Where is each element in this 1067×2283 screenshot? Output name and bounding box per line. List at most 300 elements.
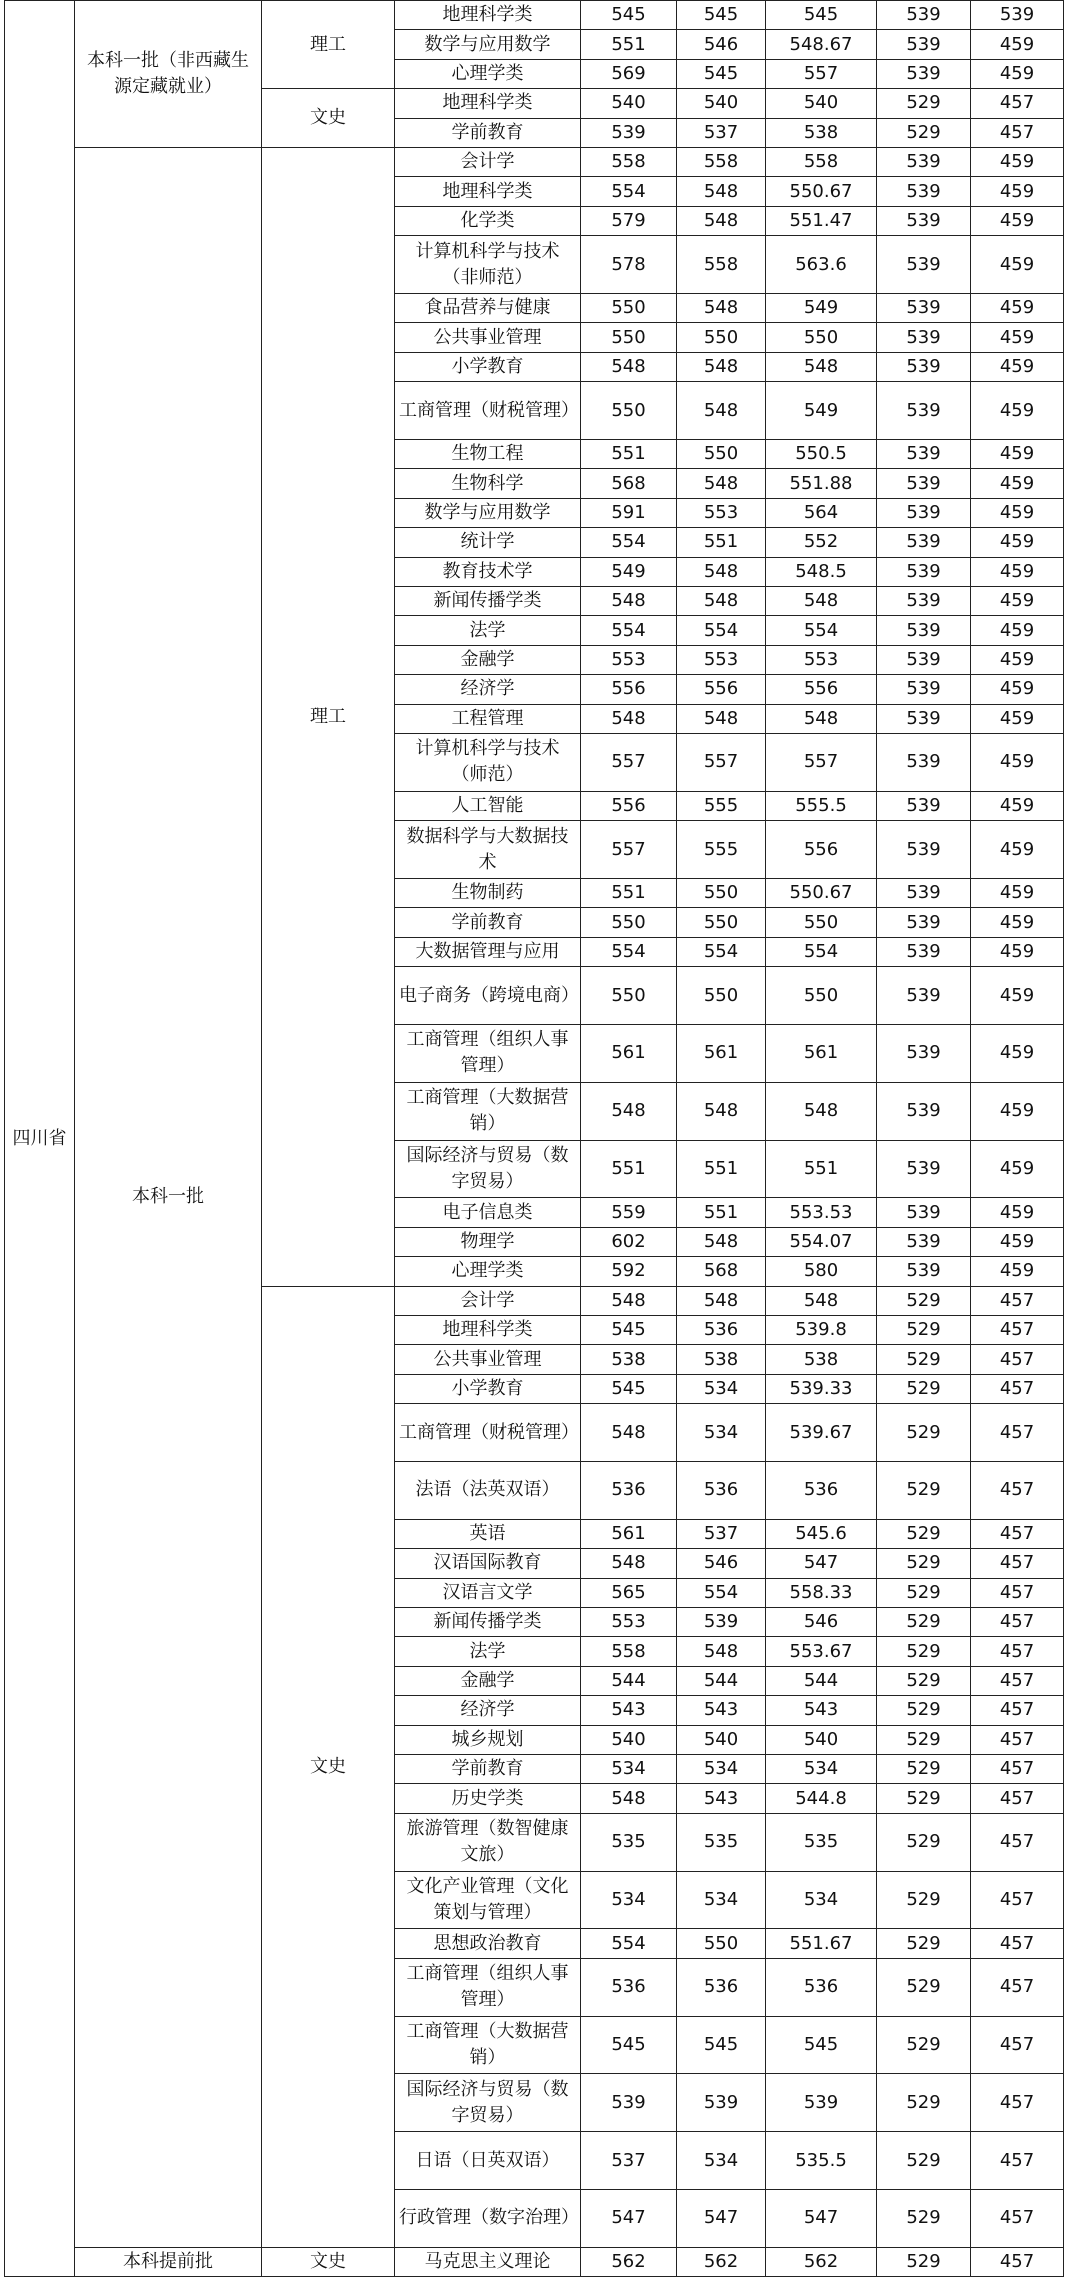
- major-cell: 计算机科学与技术（非师范）: [395, 236, 581, 294]
- control-line-cell: 457: [971, 1696, 1064, 1725]
- batch-line-cell: 529: [877, 1784, 971, 1813]
- avg-score-cell: 550.5: [766, 440, 877, 469]
- max-score-cell: 559: [581, 1198, 677, 1227]
- control-line-cell: 459: [971, 528, 1064, 557]
- major-cell: 经济学: [395, 1696, 581, 1725]
- major-cell: 会计学: [395, 1286, 581, 1315]
- avg-score-cell: 553: [766, 645, 877, 674]
- min-score-cell: 543: [677, 1696, 766, 1725]
- avg-score-cell: 561: [766, 1025, 877, 1083]
- control-line-cell: 457: [971, 1608, 1064, 1637]
- max-score-cell: 592: [581, 1257, 677, 1286]
- control-line-cell: 459: [971, 1198, 1064, 1227]
- min-score-cell: 548: [677, 557, 766, 586]
- batch-line-cell: 529: [877, 2016, 971, 2074]
- avg-score-cell: 547: [766, 2189, 877, 2247]
- control-line-cell: 457: [971, 1519, 1064, 1548]
- batch-line-cell: 539: [877, 206, 971, 235]
- min-score-cell: 545: [677, 59, 766, 88]
- control-line-cell: 457: [971, 1725, 1064, 1754]
- min-score-cell: 534: [677, 1374, 766, 1403]
- control-line-cell: 459: [971, 440, 1064, 469]
- major-cell: 生物工程: [395, 440, 581, 469]
- batch-line-cell: 539: [877, 528, 971, 557]
- min-score-cell: 538: [677, 1345, 766, 1374]
- major-cell: 马克思主义理论: [395, 2247, 581, 2276]
- batch-line-cell: 529: [877, 1578, 971, 1607]
- batch-line-cell: 529: [877, 1929, 971, 1958]
- control-line-cell: 459: [971, 177, 1064, 206]
- control-line-cell: 457: [971, 1666, 1064, 1695]
- avg-score-cell: 550: [766, 967, 877, 1025]
- batch-line-cell: 539: [877, 148, 971, 177]
- avg-score-cell: 536: [766, 1958, 877, 2016]
- batch-line-cell: 539: [877, 294, 971, 323]
- major-cell: 心理学类: [395, 1257, 581, 1286]
- control-line-cell: 459: [971, 469, 1064, 498]
- major-cell: 思想政治教育: [395, 1929, 581, 1958]
- major-cell: 大数据管理与应用: [395, 937, 581, 966]
- min-score-cell: 545: [677, 2016, 766, 2074]
- major-cell: 汉语言文学: [395, 1578, 581, 1607]
- batch-line-cell: 539: [877, 30, 971, 59]
- avg-score-cell: 545: [766, 1, 877, 30]
- avg-score-cell: 535: [766, 1813, 877, 1871]
- max-score-cell: 591: [581, 498, 677, 527]
- min-score-cell: 550: [677, 879, 766, 908]
- max-score-cell: 549: [581, 557, 677, 586]
- batch-line-cell: 539: [877, 1025, 971, 1083]
- max-score-cell: 535: [581, 1813, 677, 1871]
- control-line-cell: 459: [971, 59, 1064, 88]
- min-score-cell: 548: [677, 294, 766, 323]
- major-cell: 公共事业管理: [395, 1345, 581, 1374]
- max-score-cell: 550: [581, 908, 677, 937]
- min-score-cell: 536: [677, 1316, 766, 1345]
- batch-line-cell: 539: [877, 967, 971, 1025]
- control-line-cell: 457: [971, 1813, 1064, 1871]
- max-score-cell: 551: [581, 30, 677, 59]
- control-line-cell: 459: [971, 879, 1064, 908]
- avg-score-cell: 548: [766, 1286, 877, 1315]
- max-score-cell: 554: [581, 177, 677, 206]
- max-score-cell: 551: [581, 879, 677, 908]
- max-score-cell: 568: [581, 469, 677, 498]
- avg-score-cell: 539.67: [766, 1404, 877, 1462]
- batch-line-cell: 529: [877, 2247, 971, 2276]
- category-cell: 文史: [262, 89, 395, 148]
- batch-line-cell: 539: [877, 1257, 971, 1286]
- avg-score-cell: 551.47: [766, 206, 877, 235]
- control-line-cell: 457: [971, 118, 1064, 147]
- min-score-cell: 537: [677, 1519, 766, 1548]
- major-cell: 工商管理（组织人事管理）: [395, 1025, 581, 1083]
- major-cell: 法语（法英双语）: [395, 1462, 581, 1520]
- min-score-cell: 550: [677, 1929, 766, 1958]
- avg-score-cell: 554: [766, 937, 877, 966]
- avg-score-cell: 539.8: [766, 1316, 877, 1345]
- avg-score-cell: 558.33: [766, 1578, 877, 1607]
- batch-line-cell: 539: [877, 1227, 971, 1256]
- max-score-cell: 551: [581, 1140, 677, 1198]
- min-score-cell: 550: [677, 967, 766, 1025]
- batch-line-cell: 539: [877, 557, 971, 586]
- max-score-cell: 540: [581, 1725, 677, 1754]
- major-cell: 学前教育: [395, 908, 581, 937]
- control-line-cell: 457: [971, 1958, 1064, 2016]
- major-cell: 小学教育: [395, 1374, 581, 1403]
- batch-line-cell: 529: [877, 1316, 971, 1345]
- control-line-cell: 459: [971, 908, 1064, 937]
- batch-cell: 本科一批（非西藏生源定藏就业）: [75, 1, 262, 148]
- admission-score-table-container: [4, 0, 1064, 2277]
- control-line-cell: 457: [971, 1755, 1064, 1784]
- avg-score-cell: 545: [766, 2016, 877, 2074]
- max-score-cell: 556: [581, 791, 677, 820]
- control-line-cell: 459: [971, 1140, 1064, 1198]
- min-score-cell: 537: [677, 118, 766, 147]
- batch-line-cell: 529: [877, 2189, 971, 2247]
- major-cell: 人工智能: [395, 791, 581, 820]
- control-line-cell: 459: [971, 1227, 1064, 1256]
- batch-line-cell: 539: [877, 498, 971, 527]
- batch-cell: 本科提前批: [75, 2247, 262, 2276]
- control-line-cell: 457: [971, 1462, 1064, 1520]
- major-cell: 生物科学: [395, 469, 581, 498]
- batch-line-cell: 539: [877, 704, 971, 733]
- major-cell: 电子信息类: [395, 1198, 581, 1227]
- batch-line-cell: 539: [877, 879, 971, 908]
- major-cell: 旅游管理（数智健康文旅）: [395, 1813, 581, 1871]
- min-score-cell: 558: [677, 148, 766, 177]
- max-score-cell: 561: [581, 1025, 677, 1083]
- control-line-cell: 457: [971, 2247, 1064, 2276]
- max-score-cell: 550: [581, 323, 677, 352]
- category-cell: 理工: [262, 148, 395, 1287]
- category-cell: 理工: [262, 1, 395, 89]
- max-score-cell: 537: [581, 2132, 677, 2190]
- major-cell: 金融学: [395, 1666, 581, 1695]
- control-line-cell: 459: [971, 294, 1064, 323]
- avg-score-cell: 539.33: [766, 1374, 877, 1403]
- avg-score-cell: 538: [766, 118, 877, 147]
- batch-line-cell: 529: [877, 1404, 971, 1462]
- avg-score-cell: 548: [766, 704, 877, 733]
- batch-line-cell: 539: [877, 908, 971, 937]
- batch-line-cell: 529: [877, 1286, 971, 1315]
- max-score-cell: 545: [581, 2016, 677, 2074]
- min-score-cell: 534: [677, 1755, 766, 1784]
- min-score-cell: 548: [677, 704, 766, 733]
- avg-score-cell: 548: [766, 1082, 877, 1140]
- major-cell: 文化产业管理（文化策划与管理）: [395, 1871, 581, 1929]
- batch-line-cell: 539: [877, 616, 971, 645]
- min-score-cell: 548: [677, 206, 766, 235]
- province-cell: 四川省: [5, 1, 75, 2277]
- major-cell: 小学教育: [395, 352, 581, 381]
- batch-line-cell: 529: [877, 1374, 971, 1403]
- min-score-cell: 551: [677, 528, 766, 557]
- control-line-cell: 459: [971, 236, 1064, 294]
- max-score-cell: 538: [581, 1345, 677, 1374]
- avg-score-cell: 540: [766, 1725, 877, 1754]
- max-score-cell: 561: [581, 1519, 677, 1548]
- avg-score-cell: 564: [766, 498, 877, 527]
- min-score-cell: 550: [677, 440, 766, 469]
- major-cell: 汉语国际教育: [395, 1549, 581, 1578]
- min-score-cell: 546: [677, 30, 766, 59]
- control-line-cell: 459: [971, 323, 1064, 352]
- max-score-cell: 553: [581, 1608, 677, 1637]
- batch-line-cell: 539: [877, 440, 971, 469]
- max-score-cell: 544: [581, 1666, 677, 1695]
- min-score-cell: 555: [677, 791, 766, 820]
- control-line-cell: 459: [971, 937, 1064, 966]
- control-line-cell: 457: [971, 1549, 1064, 1578]
- major-cell: 法学: [395, 616, 581, 645]
- avg-score-cell: 552: [766, 528, 877, 557]
- major-cell: 会计学: [395, 148, 581, 177]
- avg-score-cell: 555.5: [766, 791, 877, 820]
- avg-score-cell: 550: [766, 908, 877, 937]
- avg-score-cell: 538: [766, 1345, 877, 1374]
- avg-score-cell: 563.6: [766, 236, 877, 294]
- major-cell: 统计学: [395, 528, 581, 557]
- min-score-cell: 548: [677, 1637, 766, 1666]
- min-score-cell: 551: [677, 1198, 766, 1227]
- control-line-cell: 459: [971, 557, 1064, 586]
- control-line-cell: 459: [971, 821, 1064, 879]
- major-cell: 地理科学类: [395, 1, 581, 30]
- min-score-cell: 568: [677, 1257, 766, 1286]
- avg-score-cell: 548: [766, 587, 877, 616]
- batch-line-cell: 539: [877, 587, 971, 616]
- control-line-cell: 457: [971, 1374, 1064, 1403]
- major-cell: 心理学类: [395, 59, 581, 88]
- control-line-cell: 457: [971, 2189, 1064, 2247]
- major-cell: 教育技术学: [395, 557, 581, 586]
- max-score-cell: 539: [581, 2074, 677, 2132]
- major-cell: 数学与应用数学: [395, 498, 581, 527]
- max-score-cell: 539: [581, 118, 677, 147]
- avg-score-cell: 550.67: [766, 177, 877, 206]
- major-cell: 工程管理: [395, 704, 581, 733]
- major-cell: 生物制药: [395, 879, 581, 908]
- batch-line-cell: 539: [877, 1, 971, 30]
- batch-line-cell: 529: [877, 2132, 971, 2190]
- max-score-cell: 556: [581, 675, 677, 704]
- batch-line-cell: 529: [877, 1958, 971, 2016]
- batch-line-cell: 529: [877, 1666, 971, 1695]
- avg-score-cell: 553.53: [766, 1198, 877, 1227]
- min-score-cell: 546: [677, 1549, 766, 1578]
- min-score-cell: 554: [677, 1578, 766, 1607]
- min-score-cell: 539: [677, 2074, 766, 2132]
- control-line-cell: 459: [971, 587, 1064, 616]
- max-score-cell: 569: [581, 59, 677, 88]
- batch-line-cell: 529: [877, 118, 971, 147]
- max-score-cell: 545: [581, 1316, 677, 1345]
- control-line-cell: 457: [971, 1316, 1064, 1345]
- control-line-cell: 459: [971, 1257, 1064, 1286]
- avg-score-cell: 556: [766, 675, 877, 704]
- min-score-cell: 554: [677, 616, 766, 645]
- batch-line-cell: 539: [877, 821, 971, 879]
- min-score-cell: 548: [677, 352, 766, 381]
- control-line-cell: 459: [971, 1082, 1064, 1140]
- avg-score-cell: 554: [766, 616, 877, 645]
- batch-line-cell: 539: [877, 937, 971, 966]
- max-score-cell: 554: [581, 616, 677, 645]
- min-score-cell: 548: [677, 469, 766, 498]
- major-cell: 行政管理（数字治理）: [395, 2189, 581, 2247]
- major-cell: 英语: [395, 1519, 581, 1548]
- avg-score-cell: 554.07: [766, 1227, 877, 1256]
- min-score-cell: 562: [677, 2247, 766, 2276]
- min-score-cell: 548: [677, 177, 766, 206]
- batch-line-cell: 529: [877, 1462, 971, 1520]
- avg-score-cell: 549: [766, 294, 877, 323]
- max-score-cell: 550: [581, 382, 677, 440]
- max-score-cell: 536: [581, 1958, 677, 2016]
- max-score-cell: 540: [581, 89, 677, 118]
- batch-line-cell: 539: [877, 645, 971, 674]
- batch-cell: 本科一批: [75, 148, 262, 2248]
- major-cell: 数据科学与大数据技术: [395, 821, 581, 879]
- max-score-cell: 562: [581, 2247, 677, 2276]
- control-line-cell: 459: [971, 382, 1064, 440]
- max-score-cell: 554: [581, 528, 677, 557]
- avg-score-cell: 535.5: [766, 2132, 877, 2190]
- batch-line-cell: 539: [877, 59, 971, 88]
- control-line-cell: 457: [971, 1404, 1064, 1462]
- batch-line-cell: 529: [877, 1345, 971, 1374]
- major-cell: 工商管理（财税管理）: [395, 1404, 581, 1462]
- max-score-cell: 534: [581, 1871, 677, 1929]
- min-score-cell: 534: [677, 1871, 766, 1929]
- max-score-cell: 550: [581, 967, 677, 1025]
- control-line-cell: 457: [971, 1929, 1064, 1958]
- min-score-cell: 534: [677, 2132, 766, 2190]
- avg-score-cell: 562: [766, 2247, 877, 2276]
- major-cell: 金融学: [395, 645, 581, 674]
- min-score-cell: 545: [677, 1, 766, 30]
- control-line-cell: 459: [971, 675, 1064, 704]
- table-row: [5, 1, 1064, 30]
- major-cell: 化学类: [395, 206, 581, 235]
- max-score-cell: 602: [581, 1227, 677, 1256]
- major-cell: 地理科学类: [395, 177, 581, 206]
- major-cell: 国际经济与贸易（数字贸易）: [395, 2074, 581, 2132]
- avg-score-cell: 546: [766, 1608, 877, 1637]
- batch-line-cell: 539: [877, 382, 971, 440]
- batch-line-cell: 539: [877, 1082, 971, 1140]
- major-cell: 工商管理（大数据营销）: [395, 2016, 581, 2074]
- table-row: [5, 2247, 1064, 2276]
- avg-score-cell: 539: [766, 2074, 877, 2132]
- min-score-cell: 536: [677, 1462, 766, 1520]
- avg-score-cell: 534: [766, 1871, 877, 1929]
- major-cell: 地理科学类: [395, 1316, 581, 1345]
- control-line-cell: 459: [971, 30, 1064, 59]
- max-score-cell: 548: [581, 1784, 677, 1813]
- max-score-cell: 548: [581, 352, 677, 381]
- max-score-cell: 536: [581, 1462, 677, 1520]
- min-score-cell: 540: [677, 1725, 766, 1754]
- max-score-cell: 550: [581, 294, 677, 323]
- avg-score-cell: 544: [766, 1666, 877, 1695]
- control-line-cell: 459: [971, 616, 1064, 645]
- batch-line-cell: 539: [877, 236, 971, 294]
- batch-line-cell: 539: [877, 352, 971, 381]
- min-score-cell: 548: [677, 1286, 766, 1315]
- category-cell: 文史: [262, 1286, 395, 2247]
- max-score-cell: 548: [581, 1404, 677, 1462]
- batch-line-cell: 529: [877, 1696, 971, 1725]
- min-score-cell: 536: [677, 1958, 766, 2016]
- avg-score-cell: 556: [766, 821, 877, 879]
- major-cell: 法学: [395, 1637, 581, 1666]
- major-cell: 数学与应用数学: [395, 30, 581, 59]
- major-cell: 学前教育: [395, 1755, 581, 1784]
- major-cell: 物理学: [395, 1227, 581, 1256]
- avg-score-cell: 551.88: [766, 469, 877, 498]
- major-cell: 日语（日英双语）: [395, 2132, 581, 2190]
- batch-line-cell: 539: [877, 1198, 971, 1227]
- batch-line-cell: 529: [877, 1608, 971, 1637]
- batch-line-cell: 539: [877, 734, 971, 792]
- major-cell: 食品营养与健康: [395, 294, 581, 323]
- min-score-cell: 539: [677, 1608, 766, 1637]
- max-score-cell: 558: [581, 1637, 677, 1666]
- avg-score-cell: 548.67: [766, 30, 877, 59]
- min-score-cell: 554: [677, 937, 766, 966]
- control-line-cell: 457: [971, 1784, 1064, 1813]
- control-line-cell: 457: [971, 89, 1064, 118]
- max-score-cell: 554: [581, 1929, 677, 1958]
- control-line-cell: 457: [971, 1871, 1064, 1929]
- avg-score-cell: 540: [766, 89, 877, 118]
- major-cell: 新闻传播学类: [395, 1608, 581, 1637]
- control-line-cell: 459: [971, 206, 1064, 235]
- batch-line-cell: 529: [877, 1871, 971, 1929]
- max-score-cell: 548: [581, 1082, 677, 1140]
- min-score-cell: 547: [677, 2189, 766, 2247]
- major-cell: 工商管理（财税管理）: [395, 382, 581, 440]
- avg-score-cell: 557: [766, 59, 877, 88]
- major-cell: 电子商务（跨境电商）: [395, 967, 581, 1025]
- control-line-cell: 457: [971, 2074, 1064, 2132]
- min-score-cell: 548: [677, 587, 766, 616]
- min-score-cell: 558: [677, 236, 766, 294]
- batch-line-cell: 539: [877, 323, 971, 352]
- max-score-cell: 557: [581, 734, 677, 792]
- min-score-cell: 550: [677, 323, 766, 352]
- control-line-cell: 457: [971, 1286, 1064, 1315]
- avg-score-cell: 551.67: [766, 1929, 877, 1958]
- batch-line-cell: 529: [877, 2074, 971, 2132]
- category-cell: 文史: [262, 2247, 395, 2276]
- max-score-cell: 548: [581, 704, 677, 733]
- major-cell: 城乡规划: [395, 1725, 581, 1754]
- avg-score-cell: 550: [766, 323, 877, 352]
- min-score-cell: 555: [677, 821, 766, 879]
- max-score-cell: 553: [581, 645, 677, 674]
- max-score-cell: 558: [581, 148, 677, 177]
- max-score-cell: 547: [581, 2189, 677, 2247]
- control-line-cell: 459: [971, 967, 1064, 1025]
- max-score-cell: 543: [581, 1696, 677, 1725]
